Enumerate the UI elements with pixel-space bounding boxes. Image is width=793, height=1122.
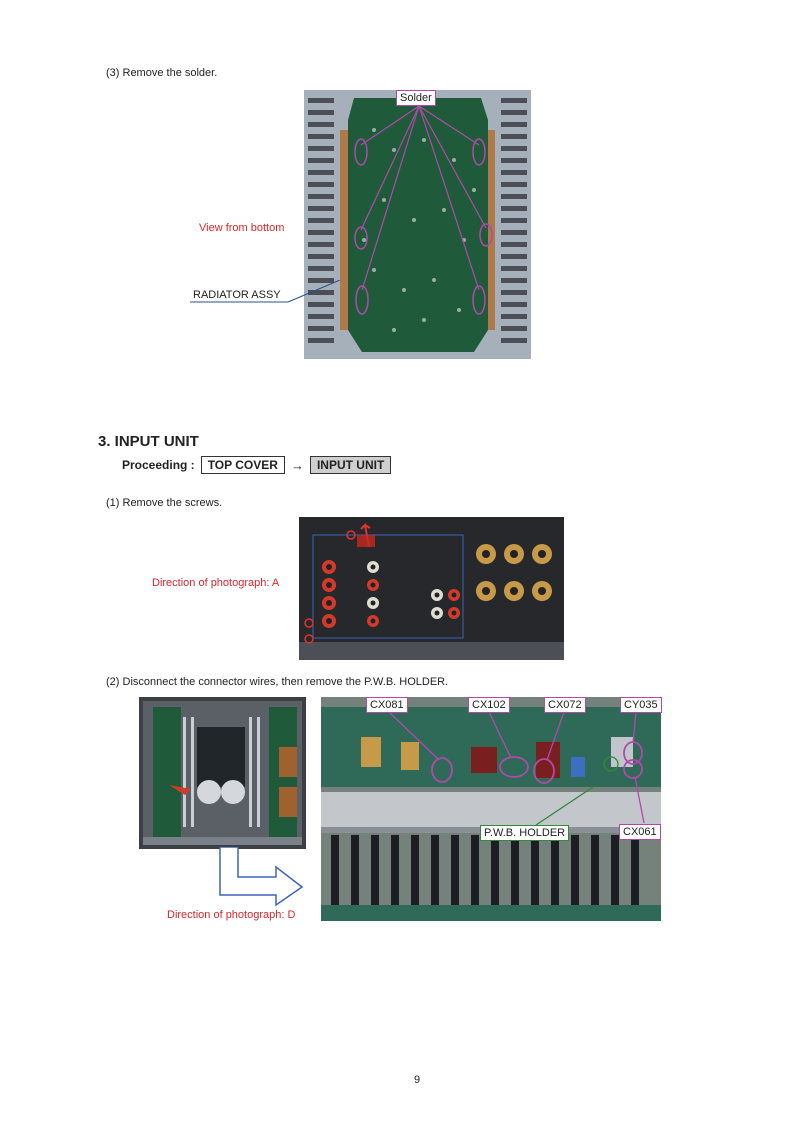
top-cover-box: TOP COVER: [201, 456, 285, 474]
direction-a-label: Direction of photograph: A: [152, 577, 280, 589]
section-title: 3. INPUT UNIT: [98, 433, 199, 450]
cx061-label: CX061: [619, 824, 661, 840]
direction-d-arrow: [218, 847, 308, 907]
cx072-label: CX072: [544, 697, 586, 713]
proceeding-label: Proceeding :: [122, 458, 195, 472]
direction-d-label: Direction of photograph: D: [167, 909, 296, 921]
pwb-holder-label: P.W.B. HOLDER: [480, 825, 569, 841]
step-remove-solder: (3) Remove the solder.: [106, 67, 218, 79]
pcb-bottom-photo: [304, 90, 531, 359]
proceeding-arrow: →: [290, 457, 304, 473]
page-number: 9: [414, 1074, 421, 1086]
step-disconnect: (2) Disconnect the connector wires, then remove the P.W.B. HOLDER.: [106, 676, 449, 688]
view-from-bottom-label: View from bottom: [199, 222, 285, 234]
proceeding-row: [122, 456, 391, 474]
inside-detail-photo: [321, 697, 661, 921]
cx102-label: CX102: [468, 697, 510, 713]
top-overview-photo: [139, 697, 306, 849]
rear-panel-photo: [299, 517, 564, 660]
step-remove-screws: (1) Remove the screws.: [106, 497, 223, 509]
cx081-label: CX081: [366, 697, 408, 713]
radiator-assy-label: RADIATOR ASSY: [193, 289, 281, 301]
cy035-label: CY035: [620, 697, 662, 713]
radiator-leader-line: [190, 280, 350, 310]
input-unit-box: INPUT UNIT: [310, 456, 391, 474]
solder-label: Solder: [396, 90, 436, 106]
